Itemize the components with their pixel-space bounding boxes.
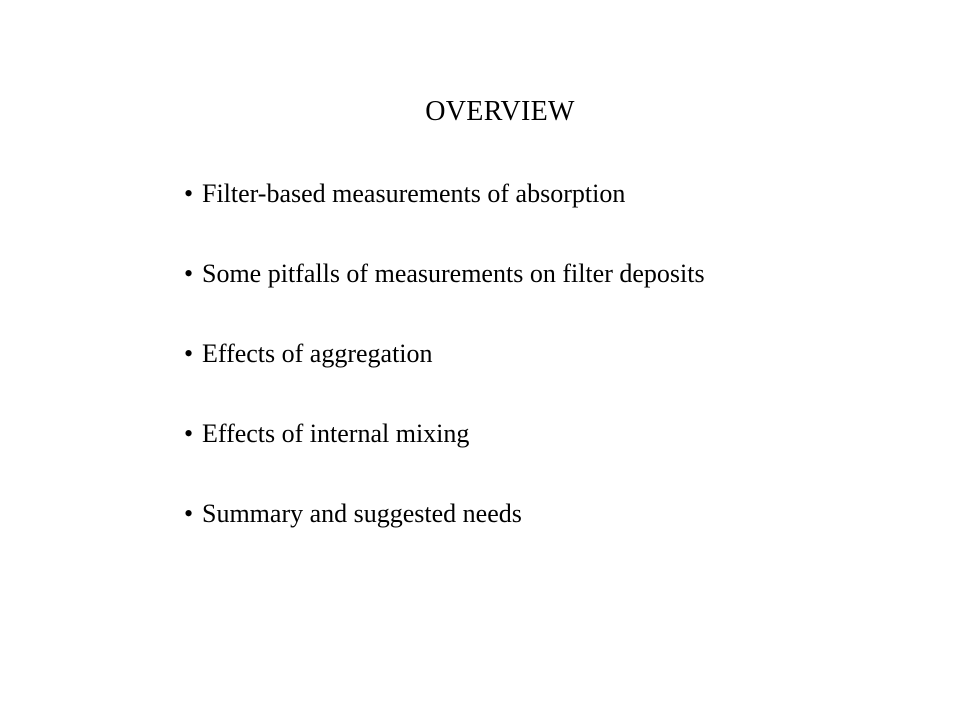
bullet-label: Effects of aggregation	[202, 339, 433, 368]
bullet-item	[184, 334, 705, 414]
bullet-item	[184, 254, 705, 334]
bullet-icon: •	[184, 339, 194, 368]
bullet-label: Effects of internal mixing	[202, 419, 470, 448]
bullet-icon: •	[184, 419, 194, 448]
bullet-list	[184, 174, 705, 574]
bullet-label: Summary and suggested needs	[202, 499, 522, 528]
bullet-icon: •	[184, 259, 194, 288]
bullet-label: Filter-based measurements of absorption	[202, 179, 626, 208]
bullet-item	[184, 414, 705, 494]
bullet-label: Some pitfalls of measurements on filter deposits	[202, 259, 705, 288]
bullet-item	[184, 174, 705, 254]
bullet-icon: •	[184, 179, 194, 208]
bullet-icon: •	[184, 499, 194, 528]
slide-title: OVERVIEW	[425, 96, 575, 127]
bullet-item	[184, 494, 705, 574]
